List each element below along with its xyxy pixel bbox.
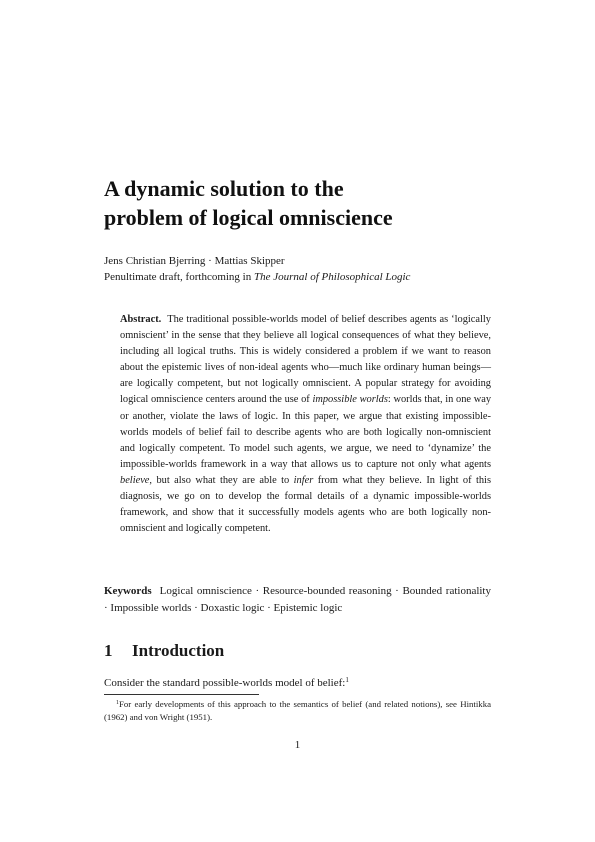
keywords-list: Logical omniscience · Resource-bounded reasoning · Bounded rationality · Impossible worlds · Doxastic logic · Epistemic logic [104, 585, 491, 614]
page-number: 1 [294, 739, 301, 751]
abstract-part-2: : worlds that, in one way or another, violate the laws of logic. In this paper, we argue that existing impossible-worlds models of belief fail to describe agents who are both logically non-omniscient and logically competent. To model such agents, we argue, we need to ‘dynamize’ the impossible-worlds framework in a way that allows us to capture not only what agents [120, 394, 492, 470]
keywords [104, 583, 491, 617]
section-number: 1 [104, 641, 113, 660]
intro-paragraph [104, 676, 491, 690]
abstract-emphasis-2: believe [120, 474, 150, 486]
footnote-rule [104, 694, 259, 695]
abstract [120, 312, 491, 537]
title-line-2: problem of logical omniscience [104, 205, 393, 230]
draft-prefix: Penultimate draft, forthcoming in [104, 271, 254, 283]
keywords-heading: Keywords [104, 585, 152, 597]
publication-note [104, 270, 504, 284]
abstract-part-3: , but also what they are able to [149, 474, 294, 486]
authors: Jens Christian Bjerring · Mattias Skipper [104, 255, 285, 267]
abstract-emphasis-1: impossible worlds [312, 394, 388, 406]
section-title: Introduction [132, 641, 225, 660]
paper-title [104, 174, 504, 232]
footnote [104, 698, 491, 723]
abstract-part-1: The traditional possible-worlds model of belief describes agents as ‘logically omniscient’ in the sense that they believe all logical consequences of what they believe, including all logical truths. This is widely considered a problem if we want to reason about the epistemic lives of non-ideal agents who—much like ordinary human beings—are logically competent, but not logically omniscient. A popular strategy for avoiding logical omniscience centers around the use of [120, 314, 491, 406]
section-heading [104, 640, 491, 662]
journal-name: The Journal of Philosophical Logic [254, 271, 411, 283]
intro-text: Consider the standard possible-worlds model of belief: [104, 677, 346, 689]
footnote-text: For early developments of this approach to the semantics of belief (and related notions), see Hintikka (1962) and von Wright (1951). [104, 699, 491, 722]
footnote-marker: 1 [116, 700, 119, 706]
abstract-emphasis-3: infer [293, 474, 314, 486]
abstract-part-4: from what they believe. In light of this diagnosis, we go on to develop the formal details of a dynamic impossible-worlds framework, and show that it successfully models agents who are both logically non-omniscient and logically competent. [120, 474, 491, 535]
footnote-reference[interactable]: 1 [345, 676, 349, 684]
abstract-heading: Abstract. [120, 314, 162, 325]
title-line-1: A dynamic solution to the [104, 176, 344, 201]
